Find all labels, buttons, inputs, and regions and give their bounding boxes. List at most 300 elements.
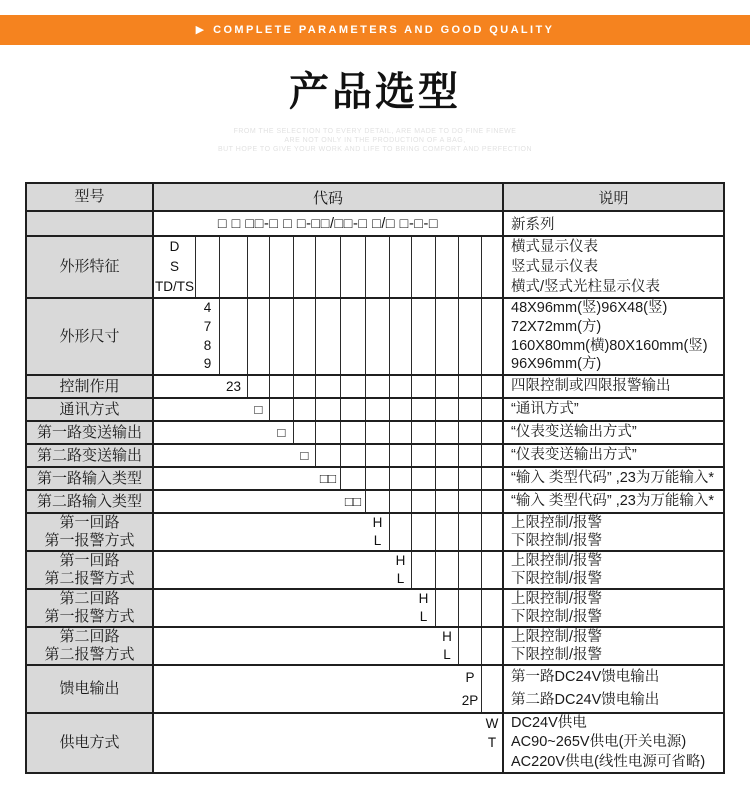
code-cell-empty bbox=[270, 468, 294, 489]
row-label bbox=[27, 422, 154, 443]
code-value-line: □ bbox=[254, 402, 263, 417]
code-value-line: T bbox=[487, 735, 497, 751]
row-label-line: 第二回路 bbox=[59, 590, 120, 607]
code-cell-empty bbox=[316, 552, 341, 588]
code-cell-empty bbox=[220, 552, 248, 588]
code-value-line: H bbox=[372, 515, 383, 530]
row-description-line: 第一路DC24V馈电输出 bbox=[511, 669, 660, 685]
code-cell-empty bbox=[248, 628, 270, 664]
code-value-line: □ bbox=[300, 448, 309, 463]
code-cell-empty bbox=[248, 714, 270, 772]
code-cell-empty bbox=[412, 514, 436, 550]
code-cell-empty bbox=[436, 491, 459, 512]
watermark-text bbox=[0, 127, 750, 154]
code-cell-empty bbox=[220, 422, 248, 443]
table-header-row bbox=[27, 184, 723, 210]
code-cell-empty bbox=[270, 376, 294, 397]
row-description bbox=[504, 376, 723, 397]
row-label bbox=[27, 399, 154, 420]
row-label-line: 馈电输出 bbox=[59, 680, 120, 697]
code-value-line: S bbox=[169, 259, 179, 274]
table-row bbox=[27, 466, 723, 489]
code-cell-empty bbox=[154, 590, 196, 626]
code-value-line: 4 bbox=[203, 300, 212, 315]
code-cell-empty bbox=[390, 399, 412, 420]
code-cell-empty bbox=[154, 422, 196, 443]
code-cell-empty bbox=[294, 628, 316, 664]
row-label-line: 第二报警方式 bbox=[44, 570, 135, 587]
code-value bbox=[294, 445, 316, 466]
code-cell-empty bbox=[459, 422, 482, 443]
row-label bbox=[27, 590, 154, 626]
row-label-line: 第二路变送输出 bbox=[36, 446, 142, 464]
code-cell-empty bbox=[390, 491, 412, 512]
code-value-line: 23 bbox=[225, 379, 242, 394]
watermark-line: FROM THE SELECTION TO EVERY DETAIL, ARE MADE TO DO FINE FINEWE bbox=[233, 128, 517, 135]
code-cell-empty bbox=[196, 237, 220, 297]
code-cell-empty bbox=[459, 714, 482, 772]
row-label-line: 第一回路 bbox=[59, 552, 120, 569]
code-cell-empty bbox=[366, 468, 390, 489]
code-cell-empty bbox=[412, 376, 436, 397]
code-cell-empty bbox=[196, 376, 220, 397]
code-cell-empty bbox=[294, 468, 316, 489]
code-cell-empty bbox=[294, 399, 316, 420]
code-cell-empty bbox=[436, 468, 459, 489]
row-description-line: 160X80mm(横)80X160mm(竖) bbox=[511, 337, 708, 354]
pattern-row-label bbox=[27, 212, 154, 235]
code-cell-empty bbox=[294, 552, 316, 588]
code-cell-empty bbox=[366, 590, 390, 626]
row-label bbox=[27, 552, 154, 588]
table-row bbox=[27, 235, 723, 297]
table-row bbox=[27, 489, 723, 512]
row-description bbox=[504, 468, 723, 489]
code-cell-empty bbox=[436, 237, 459, 297]
row-description-line: 横式/竖式光柱显示仪表 bbox=[511, 279, 661, 295]
code-value-line: H bbox=[442, 629, 452, 644]
code-cell-empty bbox=[248, 552, 270, 588]
code-cell-empty bbox=[482, 666, 502, 712]
page-title: 产品选型 bbox=[289, 70, 461, 114]
code-cells bbox=[154, 666, 504, 712]
row-description-line: 上限控制/报警 bbox=[511, 515, 603, 531]
row-label-line: 控制作用 bbox=[59, 377, 120, 395]
code-cell-empty bbox=[436, 514, 459, 550]
code-cell-empty bbox=[436, 299, 459, 374]
code-cell-empty bbox=[316, 628, 341, 664]
code-pattern-row bbox=[27, 210, 723, 235]
code-cell-empty bbox=[341, 628, 366, 664]
code-value-line: L bbox=[373, 533, 382, 548]
code-cell-empty bbox=[220, 514, 248, 550]
code-cell-empty bbox=[220, 445, 248, 466]
table-rows bbox=[27, 235, 723, 772]
code-cell-empty bbox=[248, 445, 270, 466]
code-cell-empty bbox=[459, 628, 482, 664]
top-banner bbox=[0, 15, 750, 45]
code-cell-empty bbox=[294, 422, 316, 443]
code-cell-empty bbox=[366, 399, 390, 420]
pattern-row-description: 新系列 bbox=[504, 212, 723, 235]
code-cell-empty bbox=[412, 491, 436, 512]
code-value-line: 8 bbox=[203, 337, 212, 353]
code-cell-empty bbox=[412, 666, 436, 712]
code-cell-empty bbox=[154, 666, 196, 712]
code-cell-empty bbox=[248, 237, 270, 297]
code-cell-empty bbox=[436, 666, 459, 712]
code-value bbox=[270, 422, 294, 443]
code-value bbox=[248, 399, 270, 420]
row-label-line: 第一报警方式 bbox=[44, 532, 135, 549]
row-label bbox=[27, 468, 154, 489]
code-cell-empty bbox=[412, 422, 436, 443]
code-cell-empty bbox=[294, 666, 316, 712]
code-cell-empty bbox=[220, 237, 248, 297]
code-value-line: W bbox=[485, 716, 499, 731]
table-row bbox=[27, 664, 723, 712]
table-row bbox=[27, 626, 723, 664]
code-cell-empty bbox=[220, 590, 248, 626]
code-cell-empty bbox=[154, 491, 196, 512]
code-cell-empty bbox=[366, 445, 390, 466]
code-cells bbox=[154, 514, 504, 550]
code-value-line: H bbox=[395, 553, 406, 568]
code-cell-empty bbox=[154, 714, 196, 772]
code-value-line: 2P bbox=[461, 693, 479, 708]
row-description-line: 上限控制/报警 bbox=[511, 629, 603, 645]
code-cell-empty bbox=[459, 590, 482, 626]
row-description-line: AC220V供电(线性电源可省略) bbox=[511, 753, 706, 770]
code-cell-empty bbox=[316, 399, 341, 420]
code-cell-empty bbox=[341, 714, 366, 772]
play-arrow-icon: ▶ bbox=[195, 23, 205, 36]
code-cell-empty bbox=[482, 590, 502, 626]
code-cell-empty bbox=[459, 445, 482, 466]
code-cell-empty bbox=[316, 714, 341, 772]
code-cell-empty bbox=[316, 299, 341, 374]
code-cell-empty bbox=[341, 552, 366, 588]
code-cell-empty bbox=[341, 666, 366, 712]
code-cell-empty bbox=[294, 237, 316, 297]
code-cell-empty bbox=[248, 299, 270, 374]
code-cell-empty bbox=[196, 590, 220, 626]
code-cell-empty bbox=[220, 628, 248, 664]
code-cell-empty bbox=[482, 514, 502, 550]
row-label-line: 第一回路 bbox=[59, 514, 120, 531]
code-pattern: □ □ □□-□ □ □-□□/□□-□ □/□ □-□-□ bbox=[154, 212, 504, 235]
row-description bbox=[504, 590, 723, 626]
code-cell-empty bbox=[366, 237, 390, 297]
code-cell-empty bbox=[412, 445, 436, 466]
row-label bbox=[27, 714, 154, 772]
code-value bbox=[220, 376, 248, 397]
row-description-line: 下限控制/报警 bbox=[511, 533, 603, 549]
row-label-line: 外形尺寸 bbox=[59, 327, 120, 345]
code-cell-empty bbox=[482, 237, 502, 297]
row-description bbox=[504, 714, 723, 772]
code-cell-empty bbox=[294, 376, 316, 397]
code-cell-empty bbox=[196, 422, 220, 443]
code-cell-empty bbox=[390, 590, 412, 626]
code-cell-empty bbox=[270, 590, 294, 626]
row-label bbox=[27, 445, 154, 466]
code-cell-empty bbox=[459, 399, 482, 420]
code-value-line: □□ bbox=[319, 471, 337, 486]
code-cell-empty bbox=[341, 399, 366, 420]
code-cell-empty bbox=[154, 468, 196, 489]
code-cell-empty bbox=[196, 514, 220, 550]
row-description-line: 96X96mm(方) bbox=[511, 356, 602, 373]
code-cell-empty bbox=[412, 237, 436, 297]
code-cell-empty bbox=[459, 376, 482, 397]
code-cell-empty bbox=[482, 399, 502, 420]
row-description-line: “通讯方式” bbox=[511, 401, 579, 417]
row-label-line: 供电方式 bbox=[59, 734, 120, 751]
code-cell-empty bbox=[220, 468, 248, 489]
code-cell-empty bbox=[154, 552, 196, 588]
code-cell-empty bbox=[316, 237, 341, 297]
row-description-line: 下限控制/报警 bbox=[511, 647, 603, 663]
code-cell-empty bbox=[390, 237, 412, 297]
row-label-line: 第二回路 bbox=[59, 628, 120, 645]
code-cell-empty bbox=[412, 468, 436, 489]
row-description-line: “输入 类型代码” ,23为万能输入* bbox=[511, 470, 715, 486]
code-cell-empty bbox=[154, 399, 196, 420]
code-cell-empty bbox=[390, 299, 412, 374]
code-cells bbox=[154, 399, 504, 420]
code-cell-empty bbox=[248, 666, 270, 712]
code-value-line: □□ bbox=[344, 494, 362, 509]
code-cell-empty bbox=[436, 552, 459, 588]
row-label bbox=[27, 666, 154, 712]
row-label-line: 第一报警方式 bbox=[44, 608, 135, 625]
code-cells bbox=[154, 468, 504, 489]
col-header-description: 说明 bbox=[504, 184, 723, 210]
code-value bbox=[196, 299, 220, 374]
code-cell-empty bbox=[390, 628, 412, 664]
code-cell-empty bbox=[436, 714, 459, 772]
row-description-line: 第二路DC24V馈电输出 bbox=[511, 692, 660, 708]
code-cell-empty bbox=[341, 514, 366, 550]
code-value bbox=[316, 468, 341, 489]
code-cell-empty bbox=[459, 552, 482, 588]
row-description-line: 下限控制/报警 bbox=[511, 571, 603, 587]
row-description-line: “输入 类型代码” ,23为万能输入* bbox=[511, 493, 715, 509]
row-label bbox=[27, 376, 154, 397]
code-cells bbox=[154, 299, 504, 374]
row-label bbox=[27, 237, 154, 297]
row-description-line: “仪表变送输出方式” bbox=[511, 447, 637, 463]
code-cell-empty bbox=[390, 666, 412, 712]
code-cell-empty bbox=[154, 445, 196, 466]
code-cell-empty bbox=[154, 299, 196, 374]
row-description bbox=[504, 445, 723, 466]
col-header-model: 型号 bbox=[27, 184, 154, 210]
code-cell-empty bbox=[459, 514, 482, 550]
code-cell-empty bbox=[412, 299, 436, 374]
code-value bbox=[154, 237, 196, 297]
code-cell-empty bbox=[294, 299, 316, 374]
code-cell-empty bbox=[270, 299, 294, 374]
code-cell-empty bbox=[459, 491, 482, 512]
banner-text: COMPLETE PARAMETERS AND GOOD QUALITY bbox=[213, 23, 555, 36]
code-cell-empty bbox=[459, 468, 482, 489]
code-cells bbox=[154, 590, 504, 626]
row-description bbox=[504, 237, 723, 297]
col-header-code: 代码 bbox=[154, 184, 504, 210]
code-cell-empty bbox=[412, 714, 436, 772]
row-label-line: 外形特征 bbox=[59, 258, 120, 275]
code-cell-empty bbox=[294, 514, 316, 550]
code-cell-empty bbox=[196, 552, 220, 588]
row-description bbox=[504, 491, 723, 512]
code-cell-empty bbox=[390, 422, 412, 443]
code-cell-empty bbox=[270, 628, 294, 664]
code-cell-empty bbox=[390, 714, 412, 772]
code-cell-empty bbox=[482, 422, 502, 443]
code-value-line: 7 bbox=[203, 318, 212, 334]
code-cells bbox=[154, 552, 504, 588]
code-cell-empty bbox=[412, 628, 436, 664]
code-cell-empty bbox=[436, 590, 459, 626]
table-row bbox=[27, 588, 723, 626]
table-row bbox=[27, 550, 723, 588]
code-cell-empty bbox=[248, 468, 270, 489]
code-value-line: H bbox=[418, 591, 429, 606]
row-description bbox=[504, 666, 723, 712]
code-cell-empty bbox=[366, 666, 390, 712]
code-cell-empty bbox=[270, 399, 294, 420]
code-cell-empty bbox=[316, 445, 341, 466]
row-description bbox=[504, 399, 723, 420]
code-cell-empty bbox=[412, 552, 436, 588]
code-cell-empty bbox=[220, 299, 248, 374]
code-cell-empty bbox=[436, 399, 459, 420]
product-selection-table bbox=[25, 182, 725, 774]
code-cell-empty bbox=[341, 376, 366, 397]
code-cell-empty bbox=[436, 376, 459, 397]
code-value bbox=[436, 628, 459, 664]
code-cell-empty bbox=[366, 714, 390, 772]
code-value-line: 9 bbox=[203, 356, 212, 372]
code-cell-empty bbox=[482, 299, 502, 374]
code-cell-empty bbox=[341, 422, 366, 443]
code-value-line: □ bbox=[277, 425, 286, 440]
row-label-line: 第一路变送输出 bbox=[36, 423, 142, 441]
row-description-line: 上限控制/报警 bbox=[511, 591, 603, 607]
code-cells bbox=[154, 628, 504, 664]
table-row bbox=[27, 712, 723, 772]
code-value-line: L bbox=[419, 609, 428, 624]
code-cell-empty bbox=[366, 422, 390, 443]
code-cell-empty bbox=[482, 552, 502, 588]
code-cell-empty bbox=[270, 552, 294, 588]
code-cell-empty bbox=[270, 491, 294, 512]
row-label-line: 第一路输入类型 bbox=[36, 469, 142, 487]
watermark-line: ARE NOT ONLY IN THE PRODUCTION OF A BAG, bbox=[284, 137, 466, 144]
code-cell-empty bbox=[482, 628, 502, 664]
code-cell-empty bbox=[220, 666, 248, 712]
code-value-line: D bbox=[169, 239, 180, 254]
code-cell-empty bbox=[459, 237, 482, 297]
code-cell-empty bbox=[482, 491, 502, 512]
code-cell-empty bbox=[154, 514, 196, 550]
code-cells bbox=[154, 422, 504, 443]
row-description-line: 四限控制或四限报警输出 bbox=[511, 378, 671, 394]
code-cell-empty bbox=[412, 399, 436, 420]
code-cell-empty bbox=[196, 399, 220, 420]
code-cell-empty bbox=[220, 491, 248, 512]
row-description bbox=[504, 299, 723, 374]
code-cell-empty bbox=[196, 491, 220, 512]
row-description-line: 横式显示仪表 bbox=[511, 239, 598, 255]
code-cell-empty bbox=[196, 628, 220, 664]
code-cell-empty bbox=[220, 399, 248, 420]
page bbox=[0, 15, 750, 774]
code-cell-empty bbox=[316, 491, 341, 512]
code-cell-empty bbox=[294, 590, 316, 626]
code-cell-empty bbox=[482, 445, 502, 466]
code-cell-empty bbox=[294, 714, 316, 772]
code-cell-empty bbox=[196, 468, 220, 489]
row-description bbox=[504, 552, 723, 588]
code-cell-empty bbox=[220, 714, 248, 772]
row-description-line: 72X72mm(方) bbox=[511, 318, 602, 335]
code-cell-empty bbox=[341, 237, 366, 297]
row-description-line: 48X96mm(竖)96X48(竖) bbox=[511, 300, 668, 316]
code-cell-empty bbox=[248, 590, 270, 626]
row-label bbox=[27, 514, 154, 550]
code-cell-empty bbox=[390, 468, 412, 489]
code-value bbox=[366, 514, 390, 550]
code-value bbox=[459, 666, 482, 712]
code-cell-empty bbox=[316, 666, 341, 712]
code-value bbox=[482, 714, 502, 772]
row-description-line: DC24V供电 bbox=[511, 715, 587, 731]
code-value-line: L bbox=[396, 571, 405, 586]
code-cell-empty bbox=[436, 422, 459, 443]
code-cell-empty bbox=[270, 514, 294, 550]
row-description-line: 下限控制/报警 bbox=[511, 609, 603, 625]
code-cell-empty bbox=[248, 422, 270, 443]
code-value-line: P bbox=[465, 670, 475, 685]
code-cell-empty bbox=[366, 299, 390, 374]
row-label-line: 第二报警方式 bbox=[44, 646, 135, 663]
code-cell-empty bbox=[482, 468, 502, 489]
code-cell-empty bbox=[248, 514, 270, 550]
code-cell-empty bbox=[270, 714, 294, 772]
code-cell-empty bbox=[196, 666, 220, 712]
row-label bbox=[27, 628, 154, 664]
code-cell-empty bbox=[459, 299, 482, 374]
code-cell-empty bbox=[270, 445, 294, 466]
code-cell-empty bbox=[294, 491, 316, 512]
row-description bbox=[504, 628, 723, 664]
watermark-line: BUT HOPE TO GIVE YOUR WORK AND LIFE TO BRING COMFORT AND PERFECTION bbox=[217, 146, 533, 153]
code-cells bbox=[154, 491, 504, 512]
code-cell-empty bbox=[366, 491, 390, 512]
code-value bbox=[341, 491, 366, 512]
row-label bbox=[27, 491, 154, 512]
code-cell-empty bbox=[366, 376, 390, 397]
table-row bbox=[27, 297, 723, 374]
code-cell-empty bbox=[341, 468, 366, 489]
code-cell-empty bbox=[270, 666, 294, 712]
code-cell-empty bbox=[366, 628, 390, 664]
code-cell-empty bbox=[390, 376, 412, 397]
code-cell-empty bbox=[390, 445, 412, 466]
